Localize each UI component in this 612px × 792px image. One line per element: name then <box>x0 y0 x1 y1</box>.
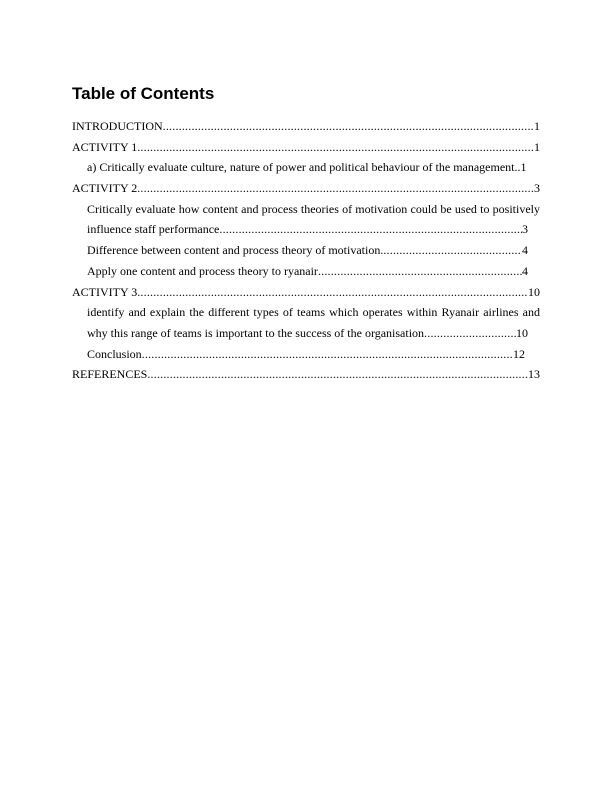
toc-page-number: 4 <box>522 263 528 278</box>
toc-entry-text-line1: identify and explain the different types of teams which operates within Ryanair airlines and <box>87 305 540 320</box>
toc-entry-text-line2: why this range of teams is important to the success of the organisation <box>87 325 425 340</box>
toc-entry-ryanair-teams[interactable] <box>87 302 540 343</box>
toc-page-number: 3 <box>522 222 528 237</box>
toc-dot-leader <box>142 344 513 365</box>
toc-page-number: 12 <box>513 346 525 361</box>
toc-entry-text: ACTIVITY 3 <box>72 284 138 299</box>
toc-entry-introduction[interactable] <box>72 116 540 137</box>
toc-entry-text: Apply one content and process theory to ryanair <box>87 263 318 278</box>
toc-entry-activity-1[interactable] <box>72 137 540 158</box>
toc-dot-leader <box>147 364 528 385</box>
toc-list <box>72 116 540 385</box>
toc-page-number: 10 <box>516 325 528 340</box>
toc-dot-leader <box>383 240 522 261</box>
toc-page-number: 1 <box>534 119 540 133</box>
toc-dot-leader <box>137 178 534 199</box>
toc-entry-text: Conclusion <box>87 346 142 361</box>
toc-entry-activity-2[interactable] <box>72 178 540 199</box>
toc-entry-text: INTRODUCTION <box>72 119 163 133</box>
toc-page-number: 4 <box>522 243 528 258</box>
toc-entry-culture-power[interactable] <box>87 157 540 178</box>
toc-entry-activity-3[interactable] <box>72 282 540 303</box>
toc-dot-leader <box>219 219 522 240</box>
toc-dot-leader <box>163 116 534 137</box>
toc-entry-motivation-theories[interactable] <box>87 199 540 240</box>
toc-entry-content-vs-process[interactable] <box>87 240 540 261</box>
toc-dot-leader <box>424 323 516 344</box>
toc-entry-conclusion[interactable] <box>87 344 540 365</box>
toc-page-number: 13 <box>528 367 540 382</box>
toc-dot-leader <box>137 137 534 158</box>
toc-page-number: 10 <box>528 284 540 299</box>
toc-page-number: 1 <box>520 160 527 175</box>
toc-entry-apply-theory[interactable] <box>87 261 540 282</box>
toc-dot-leader <box>318 261 522 282</box>
toc-dot-leader <box>137 282 528 303</box>
toc-page-number: 3 <box>534 181 540 196</box>
toc-entry-text-line1: Critically evaluate how content and process theories of motivation could be used to positively <box>87 201 540 216</box>
toc-entry-text: ACTIVITY 1 <box>72 139 138 154</box>
toc-page-number: 1 <box>534 139 540 154</box>
toc-entry-text-line2: influence staff performance <box>87 222 220 237</box>
toc-entry-text: Difference between content and process theory of motivation. <box>87 243 384 258</box>
toc-entry-text: REFERENCES <box>72 367 148 382</box>
toc-entry-text: a) Critically evaluate culture, nature of power and political behaviour of the management.. <box>87 160 521 175</box>
toc-entry-references[interactable] <box>72 364 540 385</box>
toc-title: Table of Contents <box>72 84 215 103</box>
toc-entry-text: ACTIVITY 2 <box>72 181 138 196</box>
